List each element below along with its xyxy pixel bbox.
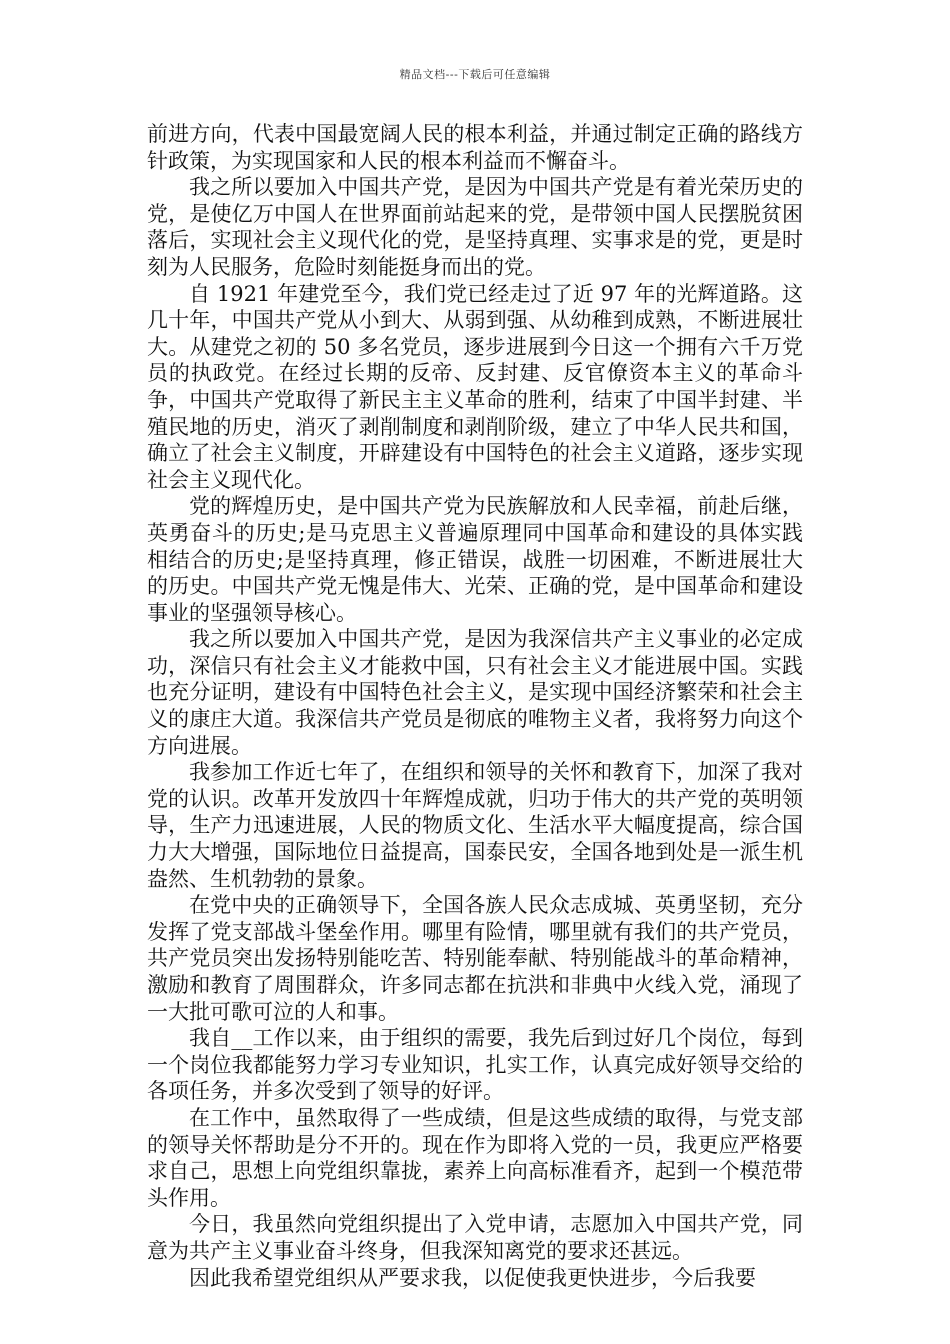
paragraph: 因此我希望党组织从严要求我，以促使我更快进步，今后我要 (189, 1265, 756, 1290)
paragraph: 今日，我虽然向党组织提出了入党申请，志愿加入中国共产党，同意为共产主义事业奋斗终身，但我深知离党的要求还甚远。 (147, 1212, 803, 1263)
paragraph: 自 1921 年建党至今，我们党已经走过了近 97 年的光辉道路。这几十年，中国共产党从小到大、从弱到强、从幼稚到成熟，不断进展壮大。从建党之初的 50 多名党员，逐步进展到今日这一个拥有六千万党员的执政党。在经过长期的反帝、反封建、反官僚资本主义的革命斗争，中国共产党取得了新民主主义革命的胜利，结束了中国半封建、半殖民地的历史，消灭了剥削制度和剥削阶级，建立了中华人民共和国，确立了社会主义制度，开辟建设有中国特色的社会主义道路，逐步实现社会主义现代化。 (147, 281, 803, 492)
paragraph: 我之所以要加入中国共产党，是因为中国共产党是有着光荣历史的党，是使亿万中国人在世界面前站起来的党，是带领中国人民摆脱贫困落后，实现社会主义现代化的党，是坚持真理、实事求是的党，更是时刻为人民服务，危险时刻能挺身而出的党。 (147, 175, 803, 279)
paragraph: 我之所以要加入中国共产党，是因为我深信共产主义事业的必定成功，深信只有社会主义才能救中国，只有社会主义才能进展中国。实践也充分证明，建设有中国特色社会主义，是实现中国经济繁荣和社会主义的康庄大道。我深信共产党员是彻底的唯物主义者，我将努力向这个方向进展。 (147, 627, 803, 758)
paragraph: 在党中央的正确领导下，全国各族人民众志成城、英勇坚韧，充分发挥了党支部战斗堡垒作用。哪里有险情，哪里就有我们的共产党员，共产党员突出发扬特别能吃苦、特别能奉献、特别能战斗的革命精神，激励和教育了周围群众，许多同志都在抗洪和非典中火线入党，涌现了一大批可歌可泣的人和事。 (147, 893, 803, 1024)
paragraph: 前进方向，代表中国最宽阔人民的根本利益，并通过制定正确的路线方针政策，为实现国家和人民的根本利益而不懈奋斗。 (147, 122, 803, 173)
paragraph: 我参加工作近七年了，在组织和领导的关怀和教育下，加深了我对党的认识。改革开发放四十年辉煌成就，归功于伟大的共产党的英明领导，生产力迅速进展，人民的物质文化、生活水平大幅度提高，综合国力大大增强，国际地位日益提高，国泰民安，全国各地到处是一派生机盎然、生机勃勃的景象。 (147, 760, 803, 891)
paragraph: 我自__工作以来，由于组织的需要，我先后到过好几个岗位，每到一个岗位我都能努力学习专业知识，扎实工作，认真完成好领导交给的各项任务，并多次受到了领导的好评。 (147, 1026, 803, 1104)
paragraph: 在工作中，虽然取得了一些成绩，但是这些成绩的取得，与党支部的领导关怀帮助是分不开的。现在作为即将入党的一员，我更应严格要求自己，思想上向党组织靠拢，素养上向高标准看齐，起到一个模范带头作用。 (147, 1105, 803, 1210)
document-body (147, 121, 803, 1291)
paragraph: 党的辉煌历史，是中国共产党为民族解放和人民幸福，前赴后继，英勇奋斗的历史;是马克思主义普遍原理同中国革命和建设的具体实践相结合的历史;是坚持真理，修正错误，战胜一切困难，不断进展壮大的历史。中国共产党无愧是伟大、光荣、正确的党，是中国革命和建设事业的坚强领导核心。 (147, 494, 803, 625)
page-header: 精品文档---下载后可任意编辑 (399, 68, 551, 81)
